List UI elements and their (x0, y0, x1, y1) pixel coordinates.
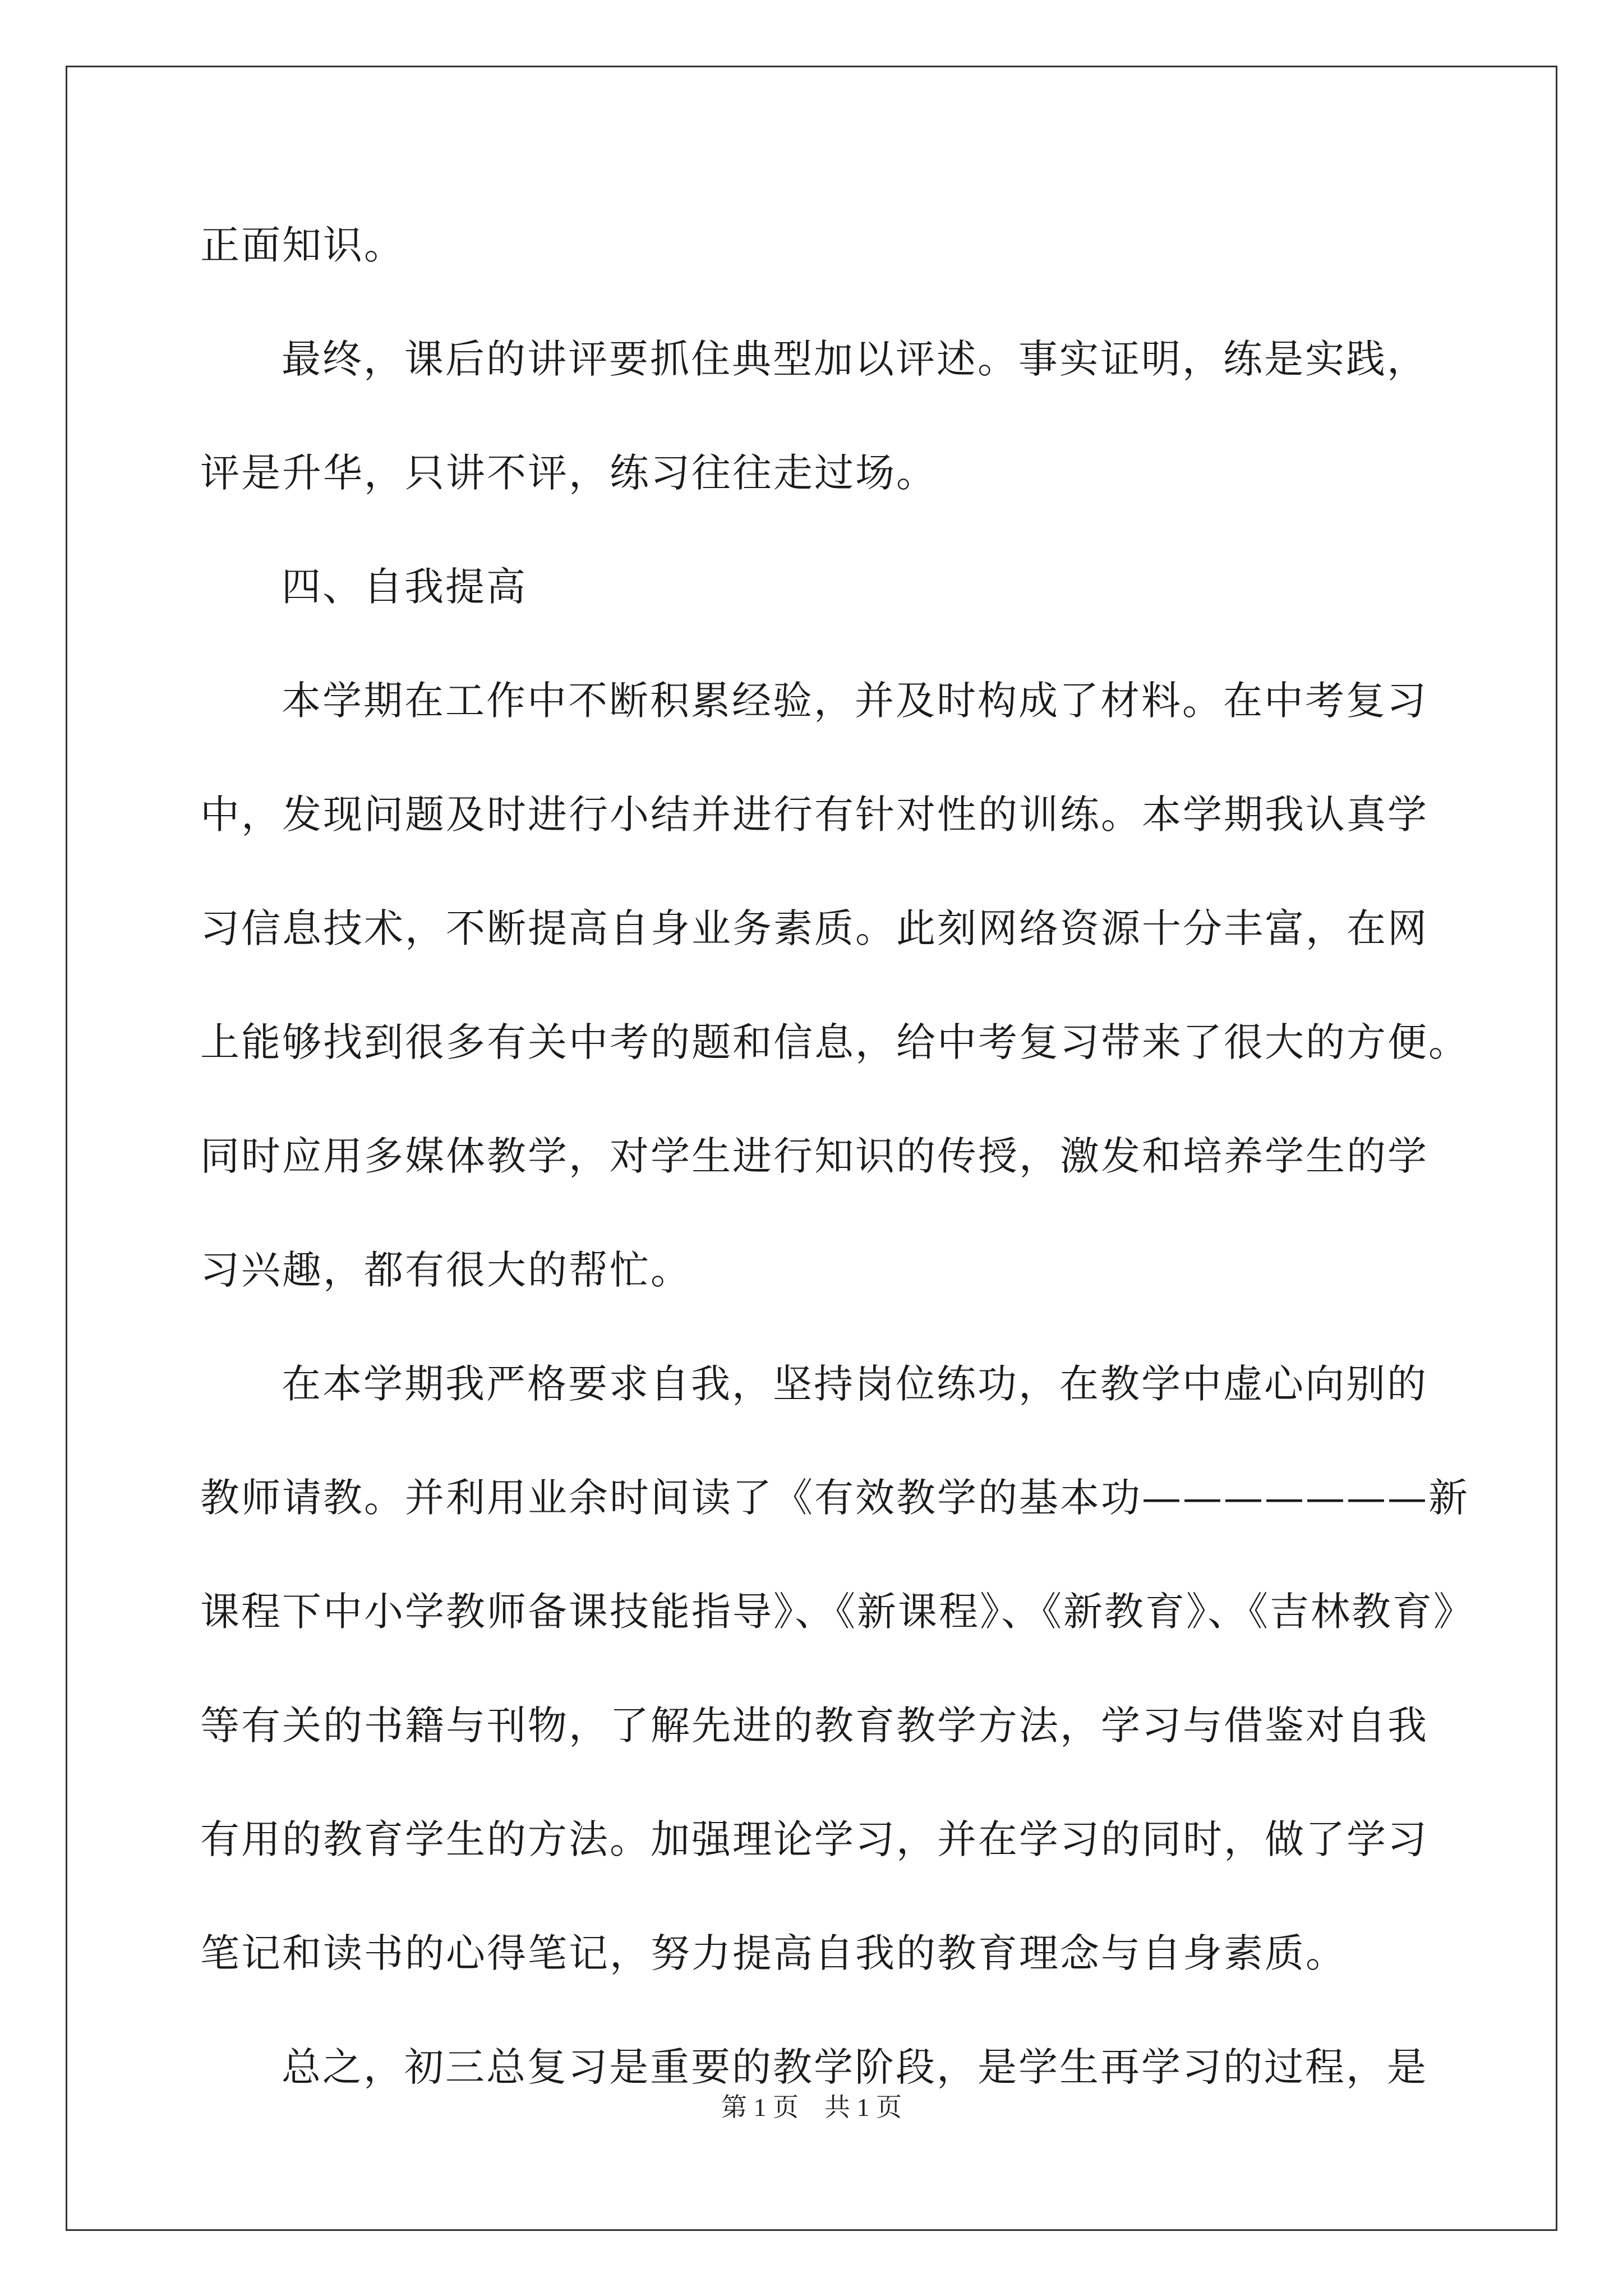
paragraph-start: 总之，初三总复习是重要的教学阶段，是学生再学习的过程，是 (282, 2044, 1428, 2090)
text-line: 正面知识。 (200, 222, 405, 268)
section-heading: 四、自我提高 (282, 564, 527, 610)
text-line: 课程下中小学教师备课技能指导》、《新课程》、《新教育》、《吉林教育》 (200, 1589, 1474, 1635)
text-line: 中，发现问题及时进行小结并进行有针对性的训练。本学期我认真学 (200, 792, 1428, 838)
text-line: 习信息技术，不断提高自身业务素质。此刻网络资源十分丰富，在网 (200, 905, 1428, 951)
text-line: 教师请教。并利用业余时间读了《有效教学的基本功———————新 (200, 1475, 1469, 1521)
page-number: 第 1 页 共 1 页 (721, 2093, 902, 2122)
text-line: 有用的教育学生的方法。加强理论学习，并在学习的同时，做了学习 (200, 1816, 1428, 1862)
text-line: 同时应用多媒体教学，对学生进行知识的传授，激发和培养学生的学 (200, 1133, 1428, 1179)
text-line: 等有关的书籍与刊物，了解先进的教育教学方法，学习与借鉴对自我 (200, 1703, 1428, 1749)
paragraph-start: 最终，课后的讲评要抓住典型加以评述。事实证明，练是实践， (282, 336, 1428, 382)
document-body (200, 209, 1474, 2145)
page-footer (0, 2087, 1623, 2124)
text-line: 习兴趣，都有很大的帮忙。 (200, 1247, 691, 1293)
paragraph-start: 在本学期我严格要求自我，坚持岗位练功，在教学中虚心向别的 (282, 1361, 1428, 1407)
text-line: 笔记和读书的心得笔记，努力提高自我的教育理念与自身素质。 (200, 1930, 1347, 1976)
text-line: 上能够找到很多有关中考的题和信息，给中考复习带来了很大的方便。 (200, 1019, 1469, 1065)
paragraph-start: 本学期在工作中不断积累经验，并及时构成了材料。在中考复习 (282, 678, 1428, 724)
text-line: 评是升华，只讲不评，练习往往走过场。 (200, 450, 937, 496)
